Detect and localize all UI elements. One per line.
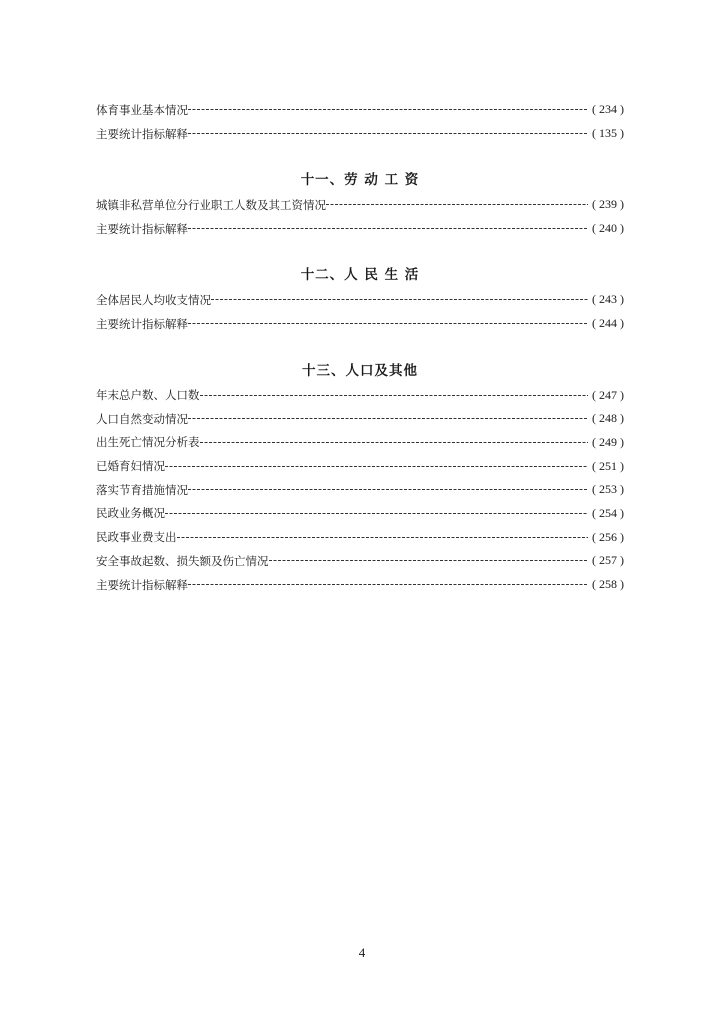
dot-leader: [165, 513, 588, 514]
dot-leader: [188, 323, 588, 324]
dot-leader: [188, 228, 588, 229]
toc-entry-page: ( 243 ): [592, 292, 624, 307]
dot-leader: [200, 395, 589, 396]
dot-leader: [177, 537, 589, 538]
toc-entry-page: ( 253 ): [592, 482, 624, 497]
toc-entry-title: 主要统计指标解释: [96, 577, 188, 592]
toc-entry-page: ( 234 ): [592, 102, 624, 117]
toc-entry[interactable]: [96, 312, 624, 336]
toc-entry-page: ( 135 ): [592, 126, 624, 141]
toc-entry[interactable]: [96, 98, 624, 122]
toc-entry[interactable]: [96, 288, 624, 312]
section-heading: 十二、人 民 生 活: [300, 267, 420, 284]
dot-leader: [326, 204, 588, 205]
toc-entry-title: 落实节育措施情况: [96, 482, 188, 497]
toc-entry-title: 主要统计指标解释: [96, 126, 188, 141]
toc-entry[interactable]: [96, 383, 624, 407]
page-number: 4: [358, 945, 366, 960]
toc-entry-title: 体育事业基本情况: [96, 102, 188, 117]
toc-entry[interactable]: [96, 122, 624, 146]
toc-entry-page: ( 248 ): [592, 411, 624, 426]
dot-leader: [211, 299, 588, 300]
toc-entry-title: 出生死亡情况分析表: [96, 435, 200, 450]
toc-entry[interactable]: [96, 407, 624, 431]
dot-leader: [188, 584, 588, 585]
toc-entry-page: ( 240 ): [592, 221, 624, 236]
toc-entry-title: 人口自然变动情况: [96, 411, 188, 426]
toc-entry[interactable]: [96, 431, 624, 455]
section-heading: 十三、人口及其他: [302, 362, 418, 379]
toc-entry-page: ( 247 ): [592, 388, 624, 403]
toc-entry[interactable]: [96, 478, 624, 502]
toc-entry[interactable]: [96, 193, 624, 217]
toc-entry-title: 城镇非私营单位分行业职工人数及其工资情况: [96, 197, 326, 212]
toc-entry-page: ( 239 ): [592, 197, 624, 212]
toc-entry-title: 年末总户数、人口数: [96, 388, 200, 403]
toc-entry-page: ( 251 ): [592, 459, 624, 474]
toc-entry-title: 全体居民人均收支情况: [96, 292, 211, 307]
toc-entry[interactable]: [96, 549, 624, 573]
dot-leader: [269, 560, 589, 561]
toc-entry[interactable]: [96, 573, 624, 597]
toc-entry[interactable]: [96, 525, 624, 549]
section-heading: 十一、劳 动 工 资: [300, 172, 420, 189]
toc-entry-title: 主要统计指标解释: [96, 221, 188, 236]
dot-leader: [200, 442, 589, 443]
toc-entry-page: ( 257 ): [592, 553, 624, 568]
toc-entry-title: 已婚育妇情况: [96, 459, 165, 474]
toc-entry-title: 主要统计指标解释: [96, 316, 188, 331]
toc-entry[interactable]: [96, 454, 624, 478]
toc-entry-page: ( 256 ): [592, 530, 624, 545]
toc-entry-page: ( 254 ): [592, 506, 624, 521]
dot-leader: [188, 418, 588, 419]
dot-leader: [188, 133, 588, 134]
dot-leader: [165, 466, 588, 467]
toc-entry-page: ( 244 ): [592, 316, 624, 331]
toc-entry-title: 安全事故起数、损失额及伤亡情况: [96, 553, 269, 568]
toc-entry[interactable]: [96, 502, 624, 526]
dot-leader: [188, 109, 588, 110]
toc-entry[interactable]: [96, 217, 624, 241]
table-of-contents: [96, 98, 624, 596]
toc-entry-title: 民政事业费支出: [96, 530, 177, 545]
toc-entry-title: 民政业务概况: [96, 506, 165, 521]
dot-leader: [188, 489, 588, 490]
toc-entry-page: ( 249 ): [592, 435, 624, 450]
toc-entry-page: ( 258 ): [592, 577, 624, 592]
